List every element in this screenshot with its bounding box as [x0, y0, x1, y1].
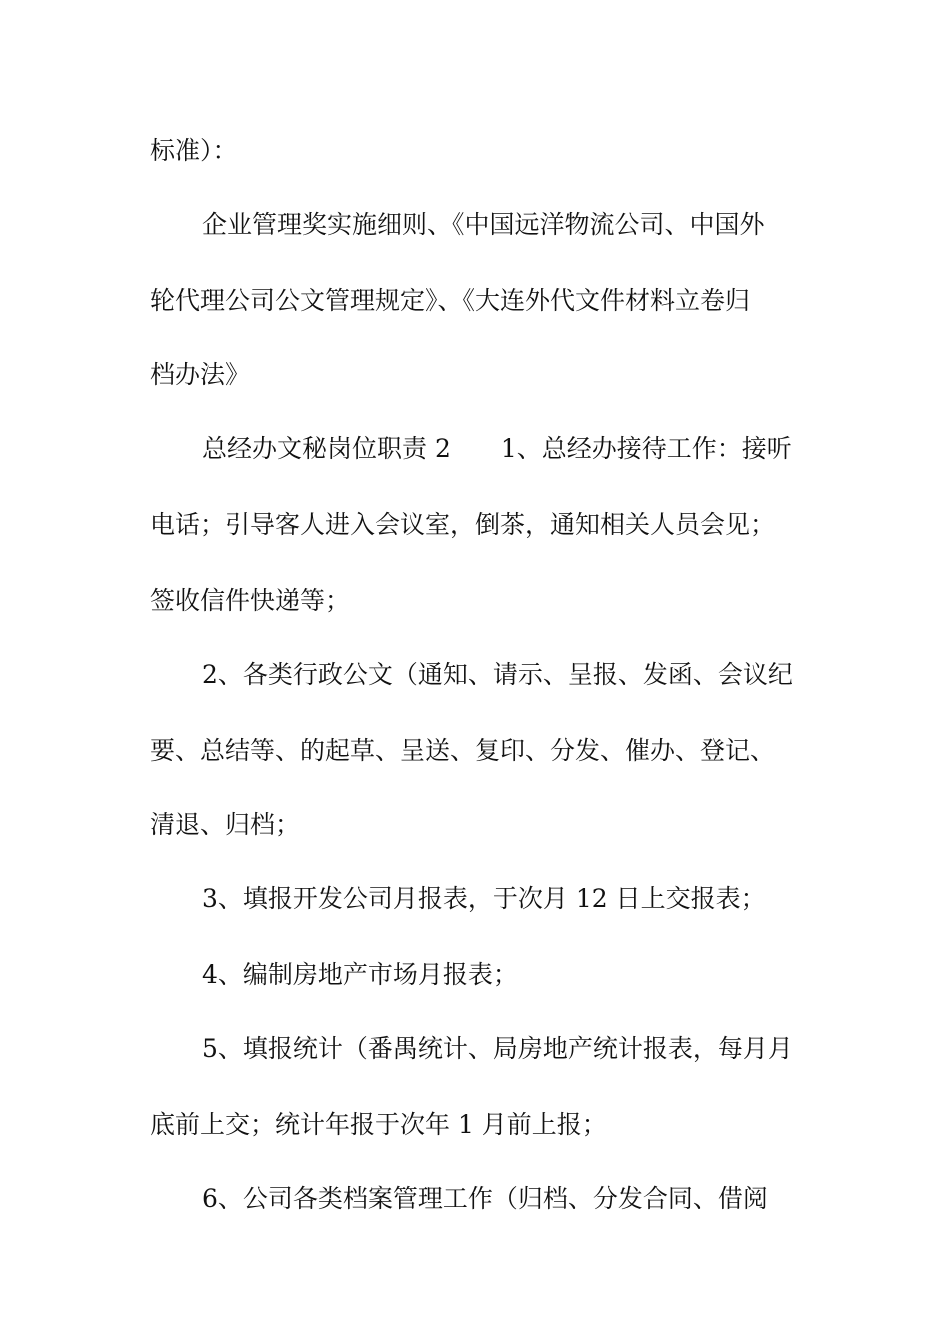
text-line: 要、总结等、的起草、呈送、复印、分发、催办、登记、 — [150, 736, 776, 765]
text-line: 6、公司各类档案管理工作（归档、分发合同、借阅 — [202, 1184, 768, 1213]
text-line: 企业管理奖实施细则、《中国远洋物流公司、中国外 — [202, 210, 765, 239]
text-line: 电话；引导客人进入会议室，倒茶，通知相关人员会见； — [150, 510, 776, 539]
text-line: 4、编制房地产市场月报表； — [202, 960, 518, 989]
text-line: 签收信件快递等； — [150, 586, 351, 615]
text-line: 轮代理公司公文管理规定》、《大连外代文件材料立卷归 — [150, 286, 751, 315]
text-line: 底前上交；统计年报于次年 1 月前上报； — [150, 1110, 607, 1139]
text-line: 清退、归档； — [150, 810, 301, 839]
text-line: 总经办文秘岗位职责 2 1、总经办接待工作：接听 — [202, 434, 792, 463]
text-line: 3、填报开发公司月报表，于次月 12 日上交报表； — [202, 884, 766, 913]
text-line: 2、各类行政公文（通知、请示、呈报、发函、会议纪 — [202, 660, 793, 689]
text-line: 标准）： — [150, 136, 238, 165]
text-line: 5、填报统计（番禺统计、局房地产统计报表，每月月 — [202, 1034, 793, 1063]
text-line: 档办法》 — [150, 360, 251, 389]
